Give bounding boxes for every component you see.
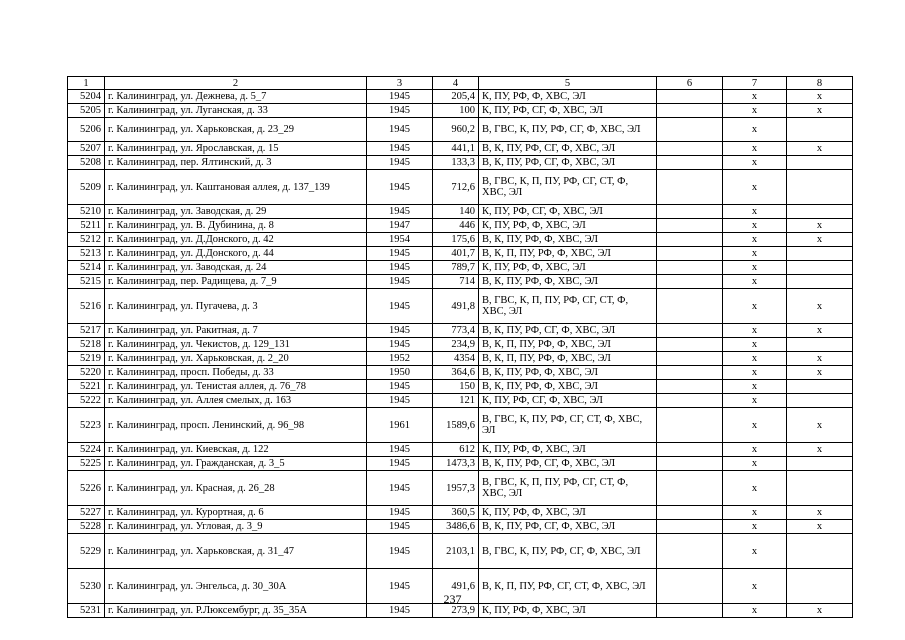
area-cell: 2103,1	[433, 534, 479, 569]
column-7-mark-cell: х	[723, 394, 787, 408]
column-6-cell	[657, 443, 723, 457]
row-number-cell: 5218	[68, 338, 105, 352]
table-row	[68, 170, 853, 205]
column-7-mark-cell: х	[723, 233, 787, 247]
column-7-mark-cell: х	[723, 520, 787, 534]
column-header: 4	[433, 77, 479, 90]
address-cell: г. Калининград, ул. Д.Донского, д. 44	[105, 247, 367, 261]
column-6-cell	[657, 142, 723, 156]
column-7-mark-cell: х	[723, 366, 787, 380]
row-number-cell: 5220	[68, 366, 105, 380]
column-8-mark-cell: х	[787, 443, 853, 457]
year-cell: 1945	[367, 534, 433, 569]
column-8-mark-cell	[787, 457, 853, 471]
year-cell: 1945	[367, 289, 433, 324]
area-cell: 446	[433, 219, 479, 233]
year-cell: 1952	[367, 352, 433, 366]
row-number-cell: 5217	[68, 324, 105, 338]
row-number-cell: 5205	[68, 104, 105, 118]
area-cell: 1589,6	[433, 408, 479, 443]
column-8-mark-cell: х	[787, 142, 853, 156]
column-8-mark-cell	[787, 261, 853, 275]
row-number-cell: 5228	[68, 520, 105, 534]
column-8-mark-cell: х	[787, 90, 853, 104]
address-cell: г. Калининград, ул. Киевская, д. 122	[105, 443, 367, 457]
column-7-mark-cell: х	[723, 471, 787, 506]
table-row	[68, 247, 853, 261]
column-6-cell	[657, 289, 723, 324]
year-cell: 1945	[367, 471, 433, 506]
row-number-cell: 5221	[68, 380, 105, 394]
column-6-cell	[657, 261, 723, 275]
column-8-mark-cell: х	[787, 289, 853, 324]
column-8-mark-cell	[787, 205, 853, 219]
address-cell: г. Калининград, ул. Красная, д. 26_28	[105, 471, 367, 506]
area-cell: 401,7	[433, 247, 479, 261]
row-number-cell: 5208	[68, 156, 105, 170]
table-row	[68, 142, 853, 156]
row-number-cell: 5224	[68, 443, 105, 457]
table-row	[68, 520, 853, 534]
row-number-cell: 5213	[68, 247, 105, 261]
year-cell: 1954	[367, 233, 433, 247]
column-7-mark-cell: х	[723, 443, 787, 457]
column-6-cell	[657, 338, 723, 352]
column-8-mark-cell	[787, 338, 853, 352]
column-6-cell	[657, 275, 723, 289]
address-cell: г. Калининград, ул. В. Дубинина, д. 8	[105, 219, 367, 233]
column-7-mark-cell: х	[723, 534, 787, 569]
column-8-mark-cell: х	[787, 366, 853, 380]
column-8-mark-cell	[787, 275, 853, 289]
address-cell: г. Калининград, просп. Ленинский, д. 96_98	[105, 408, 367, 443]
row-number-cell: 5230	[68, 569, 105, 604]
year-cell: 1945	[367, 104, 433, 118]
column-8-mark-cell	[787, 118, 853, 142]
area-cell: 360,5	[433, 506, 479, 520]
column-6-cell	[657, 380, 723, 394]
column-8-mark-cell	[787, 170, 853, 205]
year-cell: 1945	[367, 520, 433, 534]
address-cell: г. Калининград, ул. Р.Люксембург, д. 35_35А	[105, 604, 367, 618]
year-cell: 1945	[367, 118, 433, 142]
area-cell: 789,7	[433, 261, 479, 275]
column-8-mark-cell	[787, 534, 853, 569]
row-number-cell: 5223	[68, 408, 105, 443]
table-row	[68, 90, 853, 104]
works-list-cell: В, К, ПУ, РФ, СГ, Ф, ХВС, ЭЛ	[479, 324, 657, 338]
address-cell: г. Калининград, ул. Харьковская, д. 2_20	[105, 352, 367, 366]
works-list-cell: В, К, ПУ, РФ, Ф, ХВС, ЭЛ	[479, 380, 657, 394]
column-7-mark-cell: х	[723, 408, 787, 443]
works-list-cell: К, ПУ, РФ, Ф, ХВС, ЭЛ	[479, 506, 657, 520]
table-row	[68, 394, 853, 408]
year-cell: 1947	[367, 219, 433, 233]
table-row	[68, 380, 853, 394]
area-cell: 100	[433, 104, 479, 118]
works-list-cell: В, К, ПУ, РФ, Ф, ХВС, ЭЛ	[479, 275, 657, 289]
column-header: 1	[68, 77, 105, 90]
column-8-mark-cell	[787, 156, 853, 170]
column-6-cell	[657, 247, 723, 261]
address-cell: г. Калининград, пер. Радищева, д. 7_9	[105, 275, 367, 289]
column-7-mark-cell: х	[723, 118, 787, 142]
works-list-cell: К, ПУ, РФ, Ф, ХВС, ЭЛ	[479, 261, 657, 275]
year-cell: 1945	[367, 380, 433, 394]
works-list-cell: В, К, ПУ, РФ, СГ, Ф, ХВС, ЭЛ	[479, 142, 657, 156]
column-header: 5	[479, 77, 657, 90]
row-number-cell: 5219	[68, 352, 105, 366]
table-row	[68, 118, 853, 142]
address-cell: г. Калининград, просп. Победы, д. 33	[105, 366, 367, 380]
address-cell: г. Калининград, ул. Каштановая аллея, д. 137_139	[105, 170, 367, 205]
works-list-cell: К, ПУ, РФ, СГ, Ф, ХВС, ЭЛ	[479, 205, 657, 219]
column-6-cell	[657, 219, 723, 233]
row-number-cell: 5222	[68, 394, 105, 408]
row-number-cell: 5209	[68, 170, 105, 205]
table-row	[68, 219, 853, 233]
area-cell: 491,8	[433, 289, 479, 324]
column-8-mark-cell: х	[787, 352, 853, 366]
year-cell: 1945	[367, 604, 433, 618]
column-8-mark-cell	[787, 394, 853, 408]
row-number-cell: 5229	[68, 534, 105, 569]
area-cell: 364,6	[433, 366, 479, 380]
address-cell: г. Калининград, ул. Угловая, д. 3_9	[105, 520, 367, 534]
year-cell: 1945	[367, 261, 433, 275]
row-number-cell: 5216	[68, 289, 105, 324]
column-7-mark-cell: х	[723, 104, 787, 118]
address-cell: г. Калининград, ул. Заводская, д. 24	[105, 261, 367, 275]
area-cell: 3486,6	[433, 520, 479, 534]
year-cell: 1945	[367, 247, 433, 261]
table-row	[68, 104, 853, 118]
row-number-cell: 5215	[68, 275, 105, 289]
address-cell: г. Калининград, ул. Ярославская, д. 15	[105, 142, 367, 156]
column-8-mark-cell: х	[787, 233, 853, 247]
column-7-mark-cell: х	[723, 352, 787, 366]
column-7-mark-cell: х	[723, 324, 787, 338]
works-list-cell: В, К, П, ПУ, РФ, СГ, СТ, Ф, ХВС, ЭЛ	[479, 569, 657, 604]
area-cell: 205,4	[433, 90, 479, 104]
column-8-mark-cell	[787, 380, 853, 394]
column-header: 6	[657, 77, 723, 90]
table-row	[68, 471, 853, 506]
area-cell: 4354	[433, 352, 479, 366]
row-number-cell: 5226	[68, 471, 105, 506]
year-cell: 1950	[367, 366, 433, 380]
column-8-mark-cell: х	[787, 604, 853, 618]
address-cell: г. Калининград, ул. Курортная, д. 6	[105, 506, 367, 520]
column-6-cell	[657, 90, 723, 104]
column-6-cell	[657, 156, 723, 170]
column-8-mark-cell: х	[787, 219, 853, 233]
year-cell: 1945	[367, 338, 433, 352]
column-6-cell	[657, 408, 723, 443]
column-8-mark-cell	[787, 471, 853, 506]
works-list-cell: В, К, ПУ, РФ, СГ, Ф, ХВС, ЭЛ	[479, 156, 657, 170]
row-number-cell: 5206	[68, 118, 105, 142]
works-list-cell: В, К, ПУ, РФ, СГ, Ф, ХВС, ЭЛ	[479, 520, 657, 534]
works-list-cell: В, К, ПУ, РФ, Ф, ХВС, ЭЛ	[479, 366, 657, 380]
address-cell: г. Калининград, ул. Заводская, д. 29	[105, 205, 367, 219]
table-row	[68, 205, 853, 219]
column-header: 3	[367, 77, 433, 90]
works-list-cell: В, К, П, ПУ, РФ, Ф, ХВС, ЭЛ	[479, 352, 657, 366]
year-cell: 1945	[367, 457, 433, 471]
area-cell: 712,6	[433, 170, 479, 205]
area-cell: 133,3	[433, 156, 479, 170]
year-cell: 1961	[367, 408, 433, 443]
address-cell: г. Калининград, ул. Гражданская, д. 3_5	[105, 457, 367, 471]
column-8-mark-cell: х	[787, 520, 853, 534]
column-7-mark-cell: х	[723, 569, 787, 604]
table-row	[68, 457, 853, 471]
table-row	[68, 233, 853, 247]
address-cell: г. Калининград, ул. Чекистов, д. 129_131	[105, 338, 367, 352]
year-cell: 1945	[367, 90, 433, 104]
column-7-mark-cell: х	[723, 506, 787, 520]
table-row	[68, 506, 853, 520]
works-list-cell: В, ГВС, К, ПУ, РФ, СГ, СТ, Ф, ХВС, ЭЛ	[479, 408, 657, 443]
area-cell: 1957,3	[433, 471, 479, 506]
year-cell: 1945	[367, 156, 433, 170]
address-cell: г. Калининград, ул. Луганская, д. 33	[105, 104, 367, 118]
column-6-cell	[657, 471, 723, 506]
row-number-cell: 5211	[68, 219, 105, 233]
column-7-mark-cell: х	[723, 457, 787, 471]
address-cell: г. Калининград, ул. Аллея смелых, д. 163	[105, 394, 367, 408]
row-number-cell: 5210	[68, 205, 105, 219]
column-6-cell	[657, 457, 723, 471]
column-header: 2	[105, 77, 367, 90]
table-row	[68, 289, 853, 324]
register-table	[67, 76, 853, 618]
column-6-cell	[657, 534, 723, 569]
column-7-mark-cell: х	[723, 219, 787, 233]
table-row	[68, 156, 853, 170]
area-cell: 441,1	[433, 142, 479, 156]
area-cell: 491,6	[433, 569, 479, 604]
works-list-cell: К, ПУ, РФ, СГ, Ф, ХВС, ЭЛ	[479, 394, 657, 408]
year-cell: 1945	[367, 506, 433, 520]
area-cell: 234,9	[433, 338, 479, 352]
works-list-cell: В, ГВС, К, П, ПУ, РФ, СГ, СТ, Ф, ХВС, ЭЛ	[479, 170, 657, 205]
area-cell: 1473,3	[433, 457, 479, 471]
row-number-cell: 5204	[68, 90, 105, 104]
page-number: 237	[443, 592, 462, 606]
year-cell: 1945	[367, 569, 433, 604]
column-6-cell	[657, 324, 723, 338]
works-list-cell: В, К, П, ПУ, РФ, Ф, ХВС, ЭЛ	[479, 247, 657, 261]
works-list-cell: В, ГВС, К, П, ПУ, РФ, СГ, СТ, Ф, ХВС, ЭЛ	[479, 471, 657, 506]
column-8-mark-cell: х	[787, 104, 853, 118]
year-cell: 1945	[367, 324, 433, 338]
column-7-mark-cell: х	[723, 247, 787, 261]
address-cell: г. Калининград, ул. Харьковская, д. 23_29	[105, 118, 367, 142]
area-cell: 140	[433, 205, 479, 219]
column-6-cell	[657, 233, 723, 247]
year-cell: 1945	[367, 170, 433, 205]
column-8-mark-cell: х	[787, 324, 853, 338]
area-cell: 150	[433, 380, 479, 394]
table-row	[68, 534, 853, 569]
row-number-cell: 5225	[68, 457, 105, 471]
works-list-cell: В, К, ПУ, РФ, СГ, Ф, ХВС, ЭЛ	[479, 457, 657, 471]
column-7-mark-cell: х	[723, 289, 787, 324]
column-7-mark-cell: х	[723, 205, 787, 219]
column-7-mark-cell: х	[723, 156, 787, 170]
column-6-cell	[657, 506, 723, 520]
column-8-mark-cell: х	[787, 408, 853, 443]
year-cell: 1945	[367, 275, 433, 289]
year-cell: 1945	[367, 394, 433, 408]
year-cell: 1945	[367, 205, 433, 219]
works-list-cell: К, ПУ, РФ, Ф, ХВС, ЭЛ	[479, 219, 657, 233]
column-header: 8	[787, 77, 853, 90]
column-6-cell	[657, 394, 723, 408]
column-7-mark-cell: х	[723, 90, 787, 104]
column-7-mark-cell: х	[723, 170, 787, 205]
column-6-cell	[657, 118, 723, 142]
works-list-cell: К, ПУ, РФ, Ф, ХВС, ЭЛ	[479, 443, 657, 457]
area-cell: 612	[433, 443, 479, 457]
table-row	[68, 275, 853, 289]
row-number-cell: 5227	[68, 506, 105, 520]
address-cell: г. Калининград, пер. Ялтинский, д. 3	[105, 156, 367, 170]
table-row	[68, 366, 853, 380]
area-cell: 175,6	[433, 233, 479, 247]
column-7-mark-cell: х	[723, 275, 787, 289]
column-7-mark-cell: х	[723, 604, 787, 618]
works-list-cell: В, ГВС, К, ПУ, РФ, СГ, Ф, ХВС, ЭЛ	[479, 118, 657, 142]
year-cell: 1945	[367, 142, 433, 156]
row-number-cell: 5214	[68, 261, 105, 275]
row-number-cell: 5231	[68, 604, 105, 618]
column-7-mark-cell: х	[723, 261, 787, 275]
area-cell: 714	[433, 275, 479, 289]
column-6-cell	[657, 170, 723, 205]
table-row	[68, 443, 853, 457]
column-7-mark-cell: х	[723, 142, 787, 156]
table-row	[68, 324, 853, 338]
address-cell: г. Калининград, ул. Ракитная, д. 7	[105, 324, 367, 338]
column-8-mark-cell	[787, 247, 853, 261]
column-6-cell	[657, 520, 723, 534]
column-header: 7	[723, 77, 787, 90]
area-cell: 773,4	[433, 324, 479, 338]
column-6-cell	[657, 205, 723, 219]
row-number-cell: 5207	[68, 142, 105, 156]
column-6-cell	[657, 352, 723, 366]
year-cell: 1945	[367, 443, 433, 457]
table-row	[68, 352, 853, 366]
column-6-cell	[657, 104, 723, 118]
table-row	[68, 261, 853, 275]
address-cell: г. Калининград, ул. Дежнева, д. 5_7	[105, 90, 367, 104]
works-list-cell: В, ГВС, К, П, ПУ, РФ, СГ, СТ, Ф, ХВС, ЭЛ	[479, 289, 657, 324]
area-cell: 121	[433, 394, 479, 408]
works-list-cell: К, ПУ, РФ, Ф, ХВС, ЭЛ	[479, 90, 657, 104]
column-7-mark-cell: х	[723, 338, 787, 352]
table-row	[68, 338, 853, 352]
column-number-header-row	[68, 77, 853, 90]
address-cell: г. Калининград, ул. Тенистая аллея, д. 76_78	[105, 380, 367, 394]
column-6-cell	[657, 366, 723, 380]
address-cell: г. Калининград, ул. Харьковская, д. 31_47	[105, 534, 367, 569]
column-7-mark-cell: х	[723, 380, 787, 394]
works-list-cell: К, ПУ, РФ, СГ, Ф, ХВС, ЭЛ	[479, 104, 657, 118]
address-cell: г. Калининград, ул. Д.Донского, д. 42	[105, 233, 367, 247]
works-list-cell: В, К, ПУ, РФ, Ф, ХВС, ЭЛ	[479, 233, 657, 247]
works-list-cell: В, ГВС, К, ПУ, РФ, СГ, Ф, ХВС, ЭЛ	[479, 534, 657, 569]
column-8-mark-cell: х	[787, 506, 853, 520]
table-row	[68, 408, 853, 443]
address-cell: г. Калининград, ул. Пугачева, д. 3	[105, 289, 367, 324]
address-cell: г. Калининград, ул. Энгельса, д. 30_30А	[105, 569, 367, 604]
works-list-cell: К, ПУ, РФ, Ф, ХВС, ЭЛ	[479, 604, 657, 618]
area-cell: 960,2	[433, 118, 479, 142]
area-cell: 273,9	[433, 604, 479, 618]
works-list-cell: В, К, П, ПУ, РФ, Ф, ХВС, ЭЛ	[479, 338, 657, 352]
row-number-cell: 5212	[68, 233, 105, 247]
